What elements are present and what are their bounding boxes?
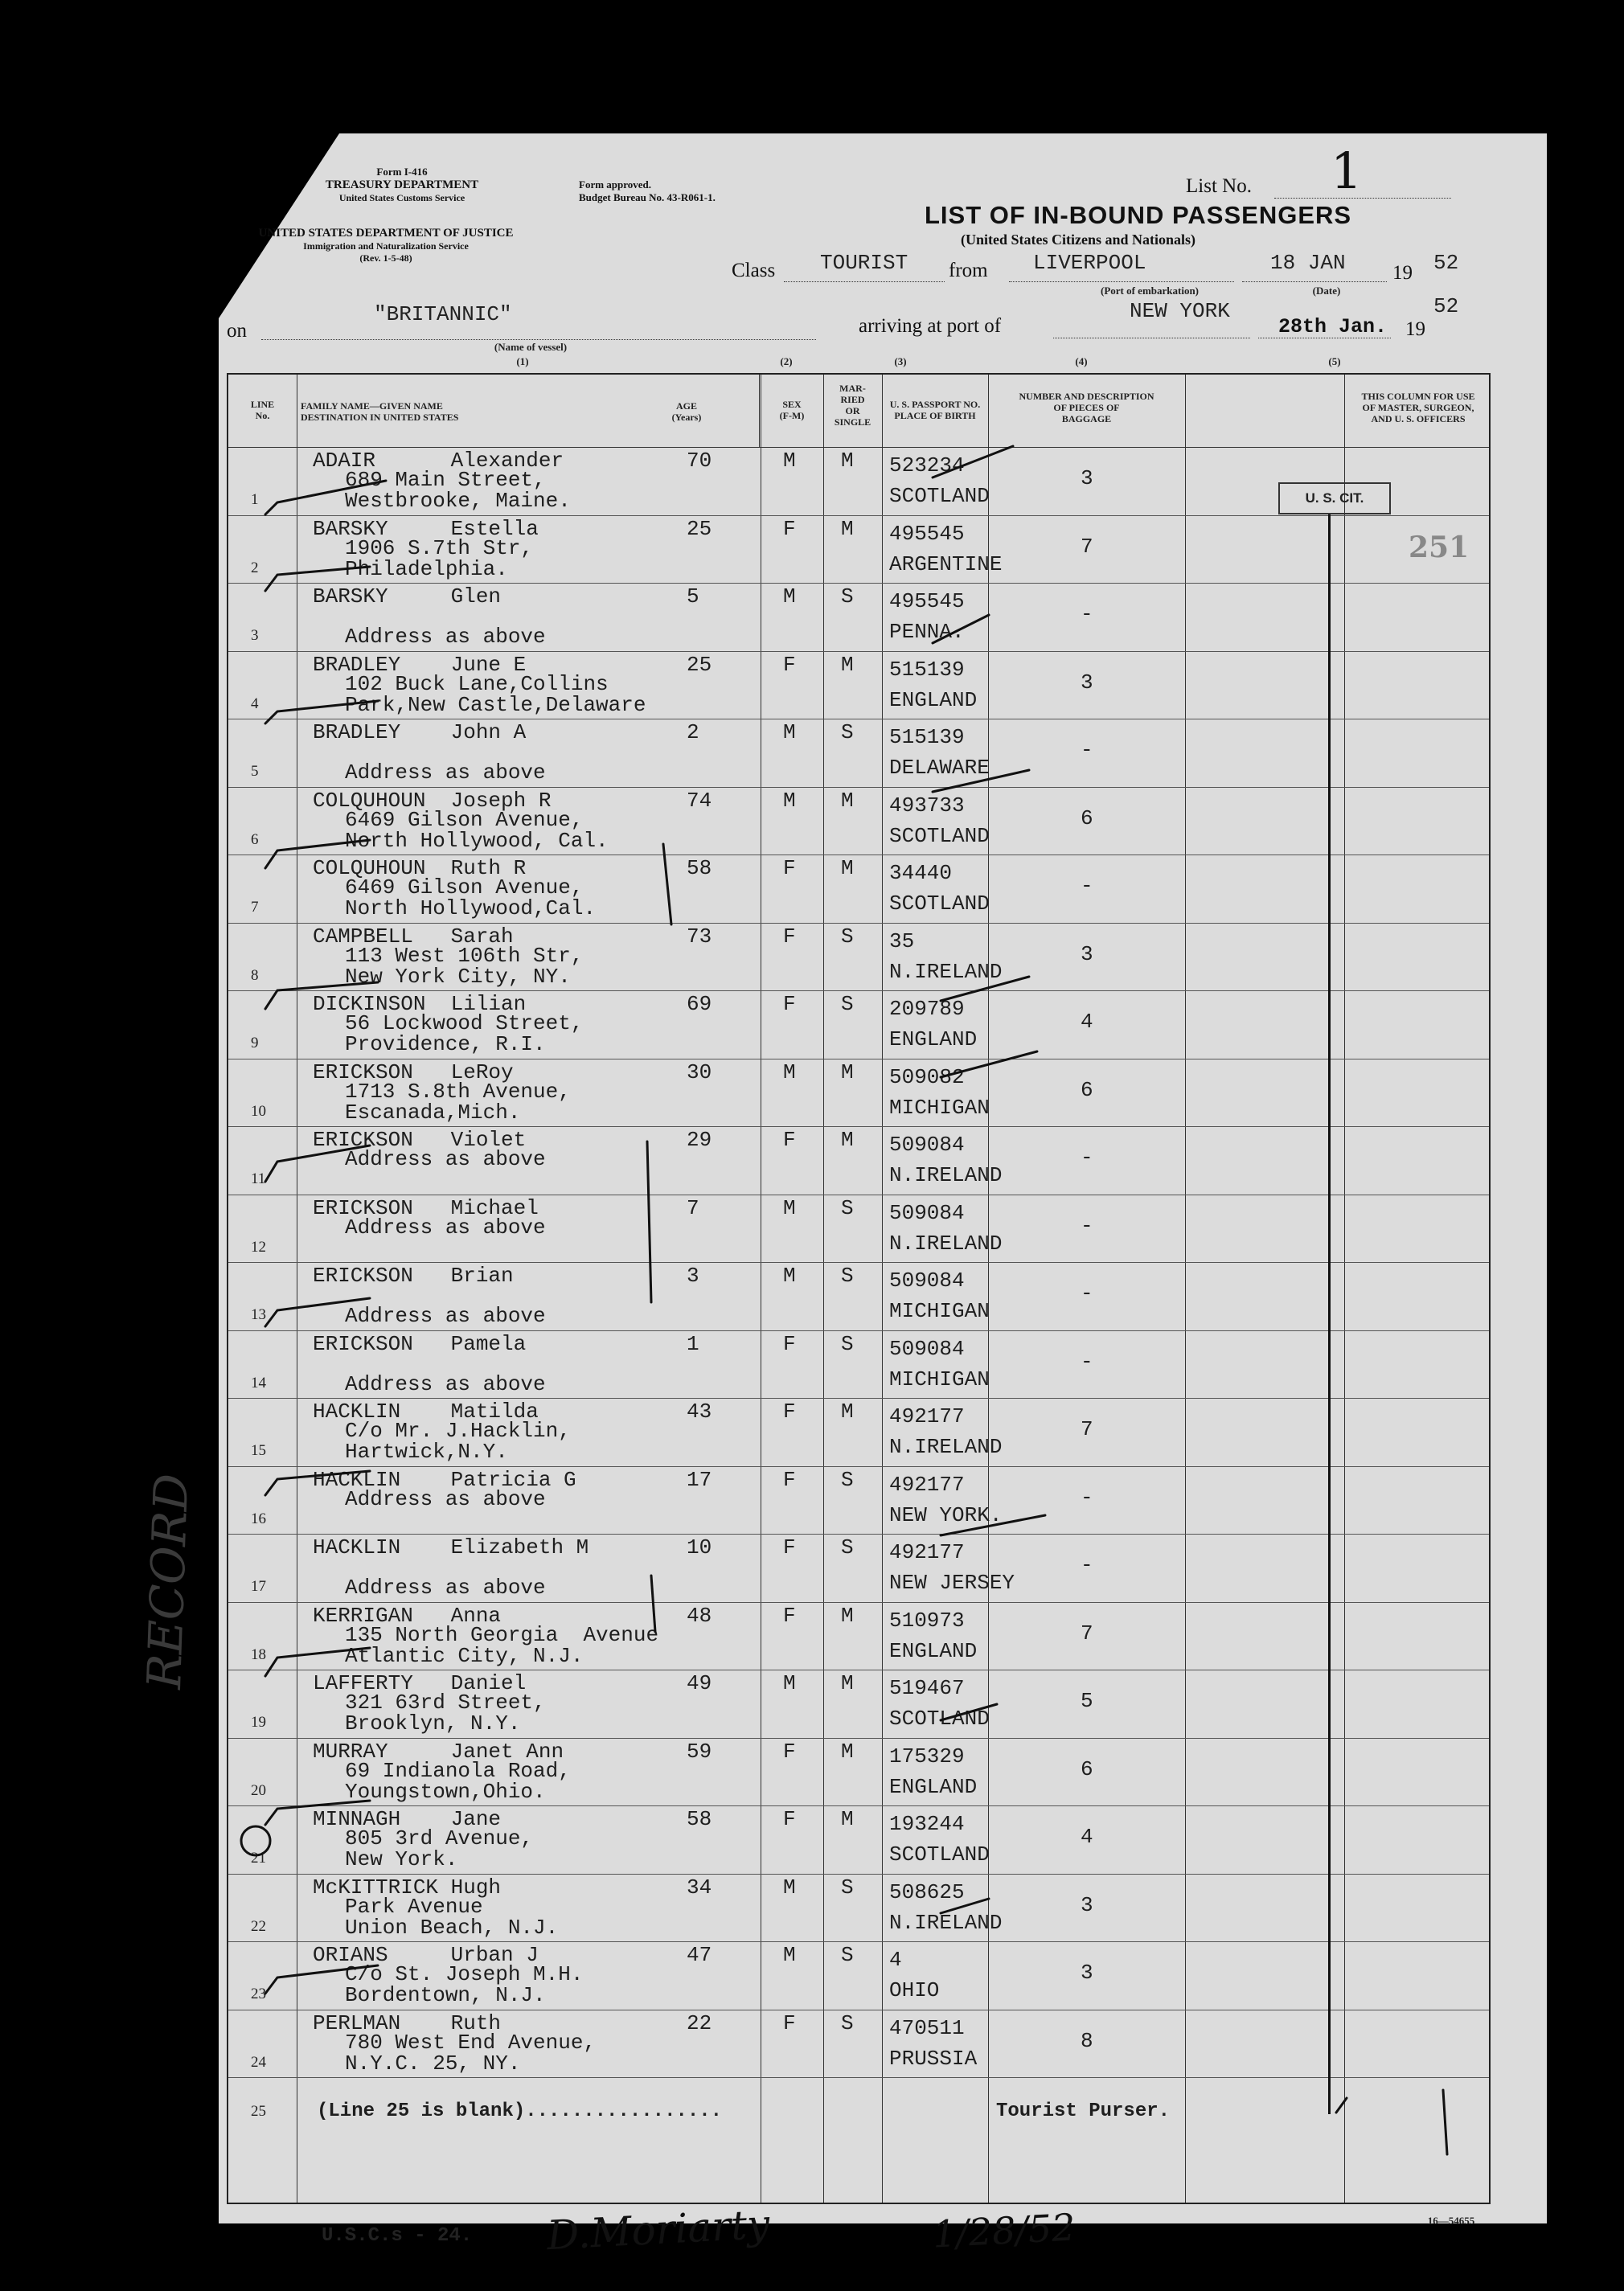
sex: M	[783, 1264, 796, 1288]
col-num-4: (4)	[1075, 355, 1088, 367]
passenger-name: PERLMAN Ruth	[313, 2010, 502, 2035]
stamp-number: 251	[1409, 531, 1470, 564]
baggage-count: -	[1081, 1485, 1093, 1510]
marital-status: M	[841, 1128, 854, 1152]
age: 22	[687, 2010, 712, 2035]
year-value: 52	[1433, 251, 1459, 275]
line-number: 10	[251, 1102, 266, 1120]
passenger-name: ADAIR Alexander	[313, 449, 564, 473]
age: 73	[687, 924, 712, 949]
baggage-count: 3	[1081, 670, 1093, 695]
address-line-2: New York City, NY.	[345, 964, 571, 989]
address-line-2: North Hollywood,Cal.	[345, 896, 597, 920]
place-of-birth: MICHIGAN	[889, 1367, 990, 1391]
arrival-date-value: 28th Jan.	[1278, 315, 1388, 338]
blank-line-note: (Line 25 is blank).................	[317, 2100, 723, 2122]
passport-number: 493733	[889, 793, 965, 818]
passport-number: 495545	[889, 521, 965, 546]
ins-service: Immigration and Naturalization Service	[303, 240, 469, 252]
footer-code: U.S.C.s - 24.	[322, 2225, 473, 2247]
line-number: 22	[251, 1917, 266, 1935]
col-num-2: (2)	[780, 355, 793, 367]
address-line-1: Address as above	[345, 1486, 546, 1511]
sex: F	[783, 856, 796, 880]
footer-form-number: 16—54655	[1427, 2215, 1475, 2227]
signature: D.Moriarty	[545, 2200, 771, 2260]
age: 34	[687, 1875, 712, 1900]
passport-number: 515139	[889, 657, 965, 682]
passport-number: 509082	[889, 1064, 965, 1089]
line-number: 20	[251, 1781, 266, 1799]
passport-number: 515139	[889, 725, 965, 749]
line-number: 4	[251, 695, 259, 712]
address-line-1: 6469 Gilson Avenue,	[345, 807, 584, 832]
col-header-baggage: NUMBER AND DESCRIPTION OF PIECES OF BAGGAGE	[1019, 391, 1154, 424]
col-header-line: LINE No.	[250, 399, 275, 421]
baggage-count: 4	[1081, 1825, 1093, 1849]
class-value: TOURIST	[820, 251, 908, 275]
marital-status: S	[841, 1195, 854, 1220]
place-of-birth: MICHIGAN	[889, 1095, 990, 1120]
col-header-sex: SEX (F-M)	[779, 399, 805, 421]
address-line-1: 56 Lockwood Street,	[345, 1011, 584, 1035]
marital-status: S	[841, 1943, 854, 1967]
line-number: 2	[251, 559, 259, 576]
address-line-1: 1713 S.8th Avenue,	[345, 1079, 571, 1104]
marital-status: M	[841, 1603, 854, 1628]
sex: F	[783, 1603, 796, 1628]
place-of-birth: ENGLAND	[889, 687, 978, 712]
age: 5	[687, 584, 699, 609]
place-of-birth: N.IRELAND	[889, 1435, 1003, 1459]
address-line-2: Escanada,Mich.	[345, 1100, 521, 1125]
sex: F	[783, 2010, 796, 2035]
address-line-2: Bordentown, N.J.	[345, 1983, 546, 2007]
age: 3	[687, 1264, 699, 1288]
line-number: 14	[251, 1374, 266, 1391]
line-number: 17	[251, 1578, 266, 1595]
age: 29	[687, 1128, 712, 1152]
line-number: 16	[251, 1510, 266, 1527]
form-number: Form I-416	[376, 166, 428, 178]
baggage-count: -	[1081, 738, 1093, 762]
marital-status: S	[841, 992, 854, 1016]
marital-status: M	[841, 652, 854, 677]
us-citizen-stamp: U. S. CIT.	[1278, 482, 1391, 514]
address-line-2: N.Y.C. 25, NY.	[345, 2051, 521, 2076]
baggage-count: 5	[1081, 1689, 1093, 1713]
marital-status: M	[841, 1739, 854, 1764]
age: 74	[687, 788, 712, 813]
line-number: 3	[251, 627, 259, 644]
place-of-birth: NEW YORK.	[889, 1502, 1003, 1527]
col-num-3: (3)	[894, 355, 907, 367]
address-line-2: Address as above	[345, 760, 546, 785]
sex: M	[783, 1195, 796, 1220]
place-of-birth: SCOTLAND	[889, 1707, 990, 1731]
sex: F	[783, 516, 796, 541]
col-header-officers: THIS COLUMN FOR USE OF MASTER, SURGEON, AND U. S. OFFICERS	[1361, 391, 1475, 424]
address-line-1: 321 63rd Street,	[345, 1691, 546, 1715]
page-title: LIST OF IN-BOUND PASSENGERS	[925, 201, 1352, 229]
age: 2	[687, 720, 699, 744]
baggage-count: -	[1081, 602, 1093, 626]
marital-status: M	[841, 516, 854, 541]
passport-number: 4	[889, 1948, 902, 1972]
marital-status: S	[841, 1331, 854, 1356]
address-line-2: Youngstown,Ohio.	[345, 1779, 546, 1804]
place-of-birth: PENNA.	[889, 620, 965, 644]
passenger-name: ERICKSON Michael	[313, 1195, 539, 1220]
marital-status: S	[841, 584, 854, 609]
marital-status: S	[841, 1467, 854, 1492]
baggage-count: -	[1081, 1553, 1093, 1577]
marital-status: S	[841, 2010, 854, 2035]
line-number: 13	[251, 1306, 266, 1323]
place-of-birth: ENGLAND	[889, 1638, 978, 1663]
address-line-2: Philadelphia.	[345, 556, 508, 581]
marital-status: S	[841, 720, 854, 744]
address-line-2: Brooklyn, N.Y.	[345, 1711, 521, 1736]
address-line-1: 69 Indianola Road,	[345, 1758, 571, 1783]
passenger-name: MINNAGH Jane	[313, 1807, 502, 1831]
marital-status: M	[841, 788, 854, 813]
sex: F	[783, 992, 796, 1016]
marital-status: M	[841, 856, 854, 880]
line-number: 24	[251, 2053, 266, 2071]
age: 25	[687, 516, 712, 541]
marital-status: S	[841, 1264, 854, 1288]
date-value: 18 JAN	[1270, 251, 1346, 275]
age: 10	[687, 1535, 712, 1559]
age: 7	[687, 1195, 699, 1220]
address-line-1: 113 West 106th Str,	[345, 943, 584, 968]
col-header-age: AGE (Years)	[671, 400, 702, 423]
line-number: 19	[251, 1714, 266, 1731]
passenger-name: ORIANS Urban J	[313, 1943, 539, 1967]
address-line-2: Providence, R.I.	[345, 1032, 546, 1056]
signature-date: 1/28/52	[931, 2205, 1077, 2256]
customs-service: United States Customs Service	[338, 192, 465, 203]
passport-number: 509084	[889, 1133, 965, 1157]
list-no-value: 1	[1331, 141, 1363, 200]
address-line-2: Address as above	[345, 1576, 546, 1600]
sex: M	[783, 1943, 796, 1967]
address-line-1: 805 3rd Avenue,	[345, 1826, 534, 1850]
place-of-birth: ARGENTINE	[889, 551, 1003, 576]
baggage-count: 7	[1081, 1621, 1093, 1646]
baggage-count: -	[1081, 1146, 1093, 1170]
sex: F	[783, 924, 796, 949]
place-of-birth: ENGLAND	[889, 1774, 978, 1799]
passport-number: 35	[889, 928, 915, 953]
address-line-1: Park Avenue	[345, 1894, 483, 1919]
baggage-count: 6	[1081, 1756, 1093, 1781]
passport-number: 492177	[889, 1540, 965, 1564]
address-line-1: 102 Buck Lane,Collins	[345, 671, 609, 696]
marital-status: M	[841, 1059, 854, 1084]
address-line-2: Address as above	[345, 1304, 546, 1328]
passport-number: 470511	[889, 2015, 965, 2040]
passenger-name: COLQUHOUN Ruth R	[313, 856, 527, 880]
address-line-1: 780 West End Avenue,	[345, 2030, 597, 2055]
line-number: 12	[251, 1238, 266, 1256]
age: 25	[687, 652, 712, 677]
passport-number: 492177	[889, 1404, 965, 1428]
marital-status: S	[841, 1875, 854, 1900]
baggage-count: 3	[1081, 1961, 1093, 1985]
baggage-count: -	[1081, 1213, 1093, 1238]
class-label: Class	[732, 260, 776, 281]
revision: (Rev. 1-5-48)	[359, 252, 412, 264]
sex: F	[783, 1739, 796, 1764]
line-number: 7	[251, 899, 259, 916]
passenger-name: BRADLEY June E	[313, 652, 527, 677]
baggage-count: 7	[1081, 1417, 1093, 1441]
baggage-count: 3	[1081, 466, 1093, 490]
place-of-birth: SCOTLAND	[889, 891, 990, 916]
passenger-name: KERRIGAN Anna	[313, 1603, 502, 1628]
treasury-dept: TREASURY DEPARTMENT	[325, 178, 479, 191]
place-of-birth: SCOTLAND	[889, 823, 990, 848]
year-prefix: 19	[1392, 262, 1413, 284]
page-subtitle: (United States Citizens and Nationals)	[961, 232, 1196, 248]
marital-status: M	[841, 1400, 854, 1424]
passenger-name: HACKLIN Elizabeth M	[313, 1535, 589, 1559]
marital-status: M	[841, 1807, 854, 1831]
place-of-birth: ENGLAND	[889, 1027, 978, 1051]
on-label: on	[227, 320, 247, 342]
passport-number: 509084	[889, 1268, 965, 1293]
vessel-value: "BRITANNIC"	[374, 302, 512, 326]
arrival-year-value: 52	[1433, 294, 1459, 318]
passport-number: 209789	[889, 997, 965, 1021]
sex: M	[783, 1875, 796, 1900]
address-line-2: Address as above	[345, 625, 546, 649]
sex: M	[783, 1671, 796, 1695]
col-num-1: (1)	[516, 355, 529, 367]
age: 30	[687, 1059, 712, 1084]
passenger-name: HACKLIN Patricia G	[313, 1467, 576, 1492]
place-of-birth: SCOTLAND	[889, 1842, 990, 1867]
age: 48	[687, 1603, 712, 1628]
sex: F	[783, 1807, 796, 1831]
address-line-2: Union Beach, N.J.	[345, 1915, 559, 1940]
vessel-caption: (Name of vessel)	[494, 341, 568, 353]
sex: M	[783, 1059, 796, 1084]
baggage-count: 3	[1081, 941, 1093, 966]
address-line-1: C/o St. Joseph M.H.	[345, 1962, 584, 1986]
passenger-name: ERICKSON Pamela	[313, 1331, 527, 1356]
passport-number: 509084	[889, 1200, 965, 1225]
address-line-1: 1906 S.7th Str,	[345, 535, 534, 560]
marital-status: M	[841, 1671, 854, 1695]
line-number: 5	[251, 763, 259, 780]
place-of-birth: PRUSSIA	[889, 2046, 978, 2071]
arrival-year-prefix: 19	[1405, 318, 1425, 340]
baggage-count: -	[1081, 1281, 1093, 1305]
marital-status: S	[841, 924, 854, 949]
place-of-birth: MICHIGAN	[889, 1299, 990, 1323]
address-line-2: Westbrooke, Maine.	[345, 489, 571, 513]
col-num-5: (5)	[1328, 355, 1341, 367]
age: 17	[687, 1467, 712, 1492]
address-line-2: Address as above	[345, 1371, 546, 1396]
place-of-birth: OHIO	[889, 1978, 940, 2002]
age: 1	[687, 1331, 699, 1356]
passport-number: 492177	[889, 1472, 965, 1497]
age: 69	[687, 992, 712, 1016]
address-line-2: Hartwick,N.Y.	[345, 1440, 508, 1464]
line-number: 18	[251, 1646, 266, 1663]
baggage-count: 7	[1081, 534, 1093, 559]
list-no-label: List No.	[1186, 175, 1252, 197]
passenger-name: BARSKY Glen	[313, 584, 502, 609]
address-line-1: 689 Main Street,	[345, 468, 546, 492]
passenger-name: ERICKSON Brian	[313, 1264, 514, 1288]
col-header-married: MAR- RIED OR SINGLE	[834, 383, 871, 428]
sex: M	[783, 449, 796, 473]
address-line-2: New York.	[345, 1847, 458, 1871]
address-line-1: 6469 Gilson Avenue,	[345, 875, 584, 900]
line-number: 9	[251, 1035, 259, 1051]
address-line-2: Park,New Castle,Delaware	[345, 692, 646, 717]
age: 43	[687, 1400, 712, 1424]
passenger-name: COLQUHOUN Joseph R	[313, 788, 552, 813]
place-of-birth: DELAWARE	[889, 756, 990, 780]
age: 70	[687, 449, 712, 473]
line-number: 21	[251, 1850, 266, 1867]
address-line-1: Address as above	[345, 1215, 546, 1240]
line-number: 23	[251, 1986, 266, 2002]
passenger-name: CAMPBELL Sarah	[313, 924, 514, 949]
age: 47	[687, 1943, 712, 1967]
passenger-name: DICKINSON Lilian	[313, 992, 527, 1016]
place-of-birth: N.IRELAND	[889, 1910, 1003, 1935]
col-header-passport: U. S. PASSPORT NO. PLACE OF BIRTH	[889, 399, 981, 421]
baggage-count: 8	[1081, 2028, 1093, 2053]
place-of-birth: N.IRELAND	[889, 1163, 1003, 1187]
arriving-label: arriving at port of	[859, 315, 1002, 337]
address-line-2: North Hollywood, Cal.	[345, 828, 609, 853]
address-line-1: 135 North Georgia Avenue	[345, 1622, 659, 1647]
passenger-name: HACKLIN Matilda	[313, 1400, 539, 1424]
passport-number: 508625	[889, 1879, 965, 1904]
marital-status: M	[841, 449, 854, 473]
budget-bureau: Budget Bureau No. 43-R061-1.	[579, 191, 716, 203]
address-line-2: Atlantic City, N.J.	[345, 1643, 584, 1668]
passenger-name: MURRAY Janet Ann	[313, 1739, 564, 1764]
passport-number: 175329	[889, 1744, 965, 1768]
address-line-1: Address as above	[345, 1147, 546, 1171]
sex: F	[783, 1467, 796, 1492]
marital-status: S	[841, 1535, 854, 1559]
passport-number: 193244	[889, 1812, 965, 1836]
line-number: 6	[251, 830, 259, 848]
baggage-count: 4	[1081, 1010, 1093, 1034]
passenger-name: BRADLEY John A	[313, 720, 527, 744]
passenger-name: BARSKY Estella	[313, 516, 539, 541]
line-number: 15	[251, 1442, 266, 1459]
passport-number: 495545	[889, 589, 965, 613]
passport-number: 510973	[889, 1608, 965, 1633]
sex: F	[783, 652, 796, 677]
line-number: 11	[251, 1170, 266, 1187]
age: 49	[687, 1671, 712, 1695]
sex: F	[783, 1128, 796, 1152]
passport-number: 509084	[889, 1336, 965, 1361]
sex: M	[783, 788, 796, 813]
purser-title: Tourist Purser.	[996, 2100, 1171, 2122]
passport-number: 519467	[889, 1676, 965, 1700]
passenger-name: McKITTRICK Hugh	[313, 1875, 502, 1900]
passport-number: 523234	[889, 453, 965, 477]
passport-number: 34440	[889, 861, 953, 885]
sex: F	[783, 1331, 796, 1356]
side-handwriting-record: RECORD	[137, 1473, 199, 1691]
baggage-count: -	[1081, 1349, 1093, 1374]
sex: F	[783, 1535, 796, 1559]
baggage-count: -	[1081, 874, 1093, 898]
line-number: 8	[251, 966, 259, 984]
from-label: from	[949, 260, 988, 281]
port-embark-caption: (Port of embarkation)	[1100, 285, 1200, 297]
age: 59	[687, 1739, 712, 1764]
from-value: LIVERPOOL	[1033, 251, 1146, 275]
date-caption: (Date)	[1312, 285, 1341, 297]
baggage-count: 3	[1081, 1892, 1093, 1917]
baggage-count: 6	[1081, 805, 1093, 830]
col-header-name: FAMILY NAME—GIVEN NAME DESTINATION IN UNITED STATES	[301, 400, 459, 423]
form-approved: Form approved.	[579, 178, 652, 191]
passenger-name: ERICKSON LeRoy	[313, 1059, 514, 1084]
passenger-name: LAFFERTY Daniel	[313, 1671, 527, 1695]
place-of-birth: N.IRELAND	[889, 959, 1003, 984]
sex: M	[783, 720, 796, 744]
place-of-birth: SCOTLAND	[889, 484, 990, 508]
age: 58	[687, 856, 712, 880]
line-number: 25	[251, 2103, 266, 2120]
arrival-port-value: NEW YORK	[1130, 299, 1230, 323]
place-of-birth: N.IRELAND	[889, 1231, 1003, 1256]
line-number: 1	[251, 491, 259, 508]
sex: F	[783, 1400, 796, 1424]
place-of-birth: NEW JERSEY	[889, 1571, 1015, 1595]
passenger-name: ERICKSON Violet	[313, 1128, 527, 1152]
baggage-count: 6	[1081, 1077, 1093, 1102]
address-line-1: C/o Mr. J.Hacklin,	[345, 1419, 571, 1443]
age: 58	[687, 1807, 712, 1831]
sex: M	[783, 584, 796, 609]
justice-dept: UNITED STATES DEPARTMENT OF JUSTICE	[258, 227, 514, 240]
